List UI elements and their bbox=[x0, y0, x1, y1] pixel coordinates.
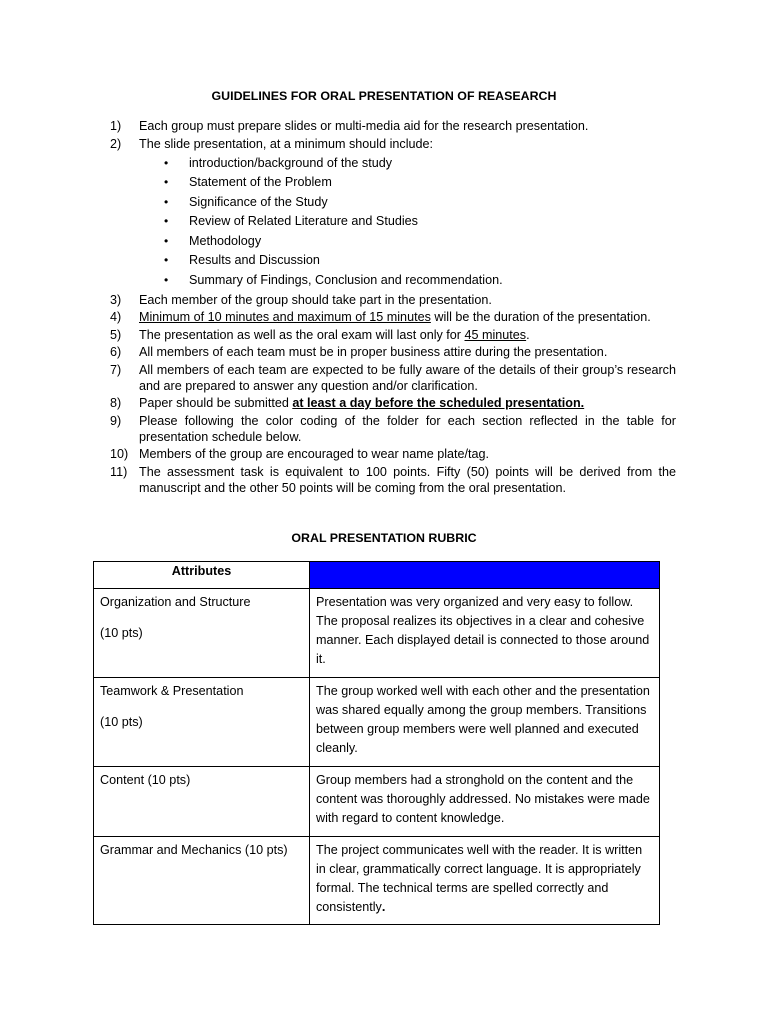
bullet-item bbox=[164, 174, 676, 190]
bullet-icon: • bbox=[164, 175, 169, 190]
guideline-text: Each member of the group should take part in the presentation. bbox=[139, 292, 492, 307]
attribute-points: (10 pts) bbox=[100, 626, 143, 640]
guideline-item bbox=[110, 446, 676, 462]
guideline-item bbox=[110, 309, 676, 325]
guideline-number: 2) bbox=[110, 136, 122, 151]
bullet-icon: • bbox=[164, 253, 169, 268]
guideline-item bbox=[110, 395, 676, 411]
guidelines-list bbox=[110, 118, 676, 497]
attribute-cell bbox=[94, 837, 310, 925]
guideline-underlined-text: Minimum of 10 minutes and maximum of 15 minutes bbox=[139, 310, 431, 325]
description-text: The project communicates well with the reader. It is written in clear, grammatically correct language. It is appropriately formal. The technical terms are spelled correctly and consistently bbox=[316, 843, 643, 914]
description-cell: Presentation was very organized and very easy to follow. The proposal realizes its objectives in a clear and cohesive manner. Each displayed detail is connected to those around it. bbox=[310, 589, 660, 678]
bullet-text: Review of Related Literature and Studies bbox=[189, 214, 418, 229]
bullet-text: Statement of the Problem bbox=[189, 175, 332, 190]
guideline-text: All members of each team are expected to be fully aware of the details of their group’s research and are prepared to answer any question and/or clarification. bbox=[139, 362, 676, 393]
guideline-item bbox=[110, 344, 676, 360]
bullet-item bbox=[164, 272, 676, 288]
guideline-number: 3) bbox=[110, 292, 122, 307]
guideline-number: 6) bbox=[110, 345, 122, 360]
attribute-name: Content (10 pts) bbox=[100, 773, 191, 787]
guideline-item bbox=[110, 292, 676, 308]
guideline-text: The slide presentation, at a minimum should include: bbox=[139, 136, 434, 151]
bullet-text: Methodology bbox=[189, 233, 262, 248]
description-end-mark: . bbox=[381, 900, 386, 914]
bullet-icon: • bbox=[164, 214, 169, 229]
slide-content-bullets bbox=[139, 155, 676, 289]
guideline-text: Members of the group are encouraged to wear name plate/tag. bbox=[139, 447, 490, 462]
guideline-item bbox=[110, 327, 676, 343]
rubric-table bbox=[93, 561, 660, 925]
guideline-number: 9) bbox=[110, 413, 122, 428]
attribute-cell bbox=[94, 589, 310, 678]
guideline-text: Paper should be submitted bbox=[139, 396, 293, 411]
bullet-text: Significance of the Study bbox=[189, 194, 328, 209]
bullet-icon: • bbox=[164, 194, 169, 209]
bullet-icon: • bbox=[164, 273, 169, 288]
guideline-underlined-text: 45 minutes bbox=[464, 327, 527, 342]
bullet-text: introduction/background of the study bbox=[189, 155, 393, 170]
rubric-row bbox=[94, 837, 660, 925]
bullet-icon: • bbox=[164, 233, 169, 248]
guideline-item bbox=[110, 136, 676, 289]
attribute-points: (10 pts) bbox=[100, 715, 143, 729]
attribute-cell bbox=[94, 678, 310, 767]
bullet-item bbox=[164, 194, 676, 210]
guideline-item bbox=[110, 362, 676, 394]
description-cell: The group worked well with each other and the presentation was shared equally among the group members. Transitions between group members were well planned and executed cleanly. bbox=[310, 678, 660, 767]
guideline-text-end: . bbox=[526, 327, 530, 342]
rubric-row bbox=[94, 589, 660, 678]
attribute-cell bbox=[94, 767, 310, 837]
guideline-number: 8) bbox=[110, 396, 122, 411]
bullet-icon: • bbox=[164, 155, 169, 170]
guideline-text: All members of each team must be in proper business attire during the presentation. bbox=[139, 345, 608, 360]
guideline-text: Please following the color coding of the folder for each section reflected in the table for presentation schedule below. bbox=[139, 413, 676, 444]
rubric-row bbox=[94, 767, 660, 837]
bullet-item bbox=[164, 155, 676, 171]
guideline-number: 4) bbox=[110, 310, 122, 325]
bullet-text: Results and Discussion bbox=[189, 253, 320, 268]
bullet-item bbox=[164, 213, 676, 229]
guideline-text: Each group must prepare slides or multi-media aid for the research presentation. bbox=[139, 119, 589, 133]
description-cell bbox=[310, 837, 660, 925]
guideline-text: will be the duration of the presentation. bbox=[430, 310, 651, 325]
description-cell: Group members had a stronghold on the content and the content was thoroughly addressed. No mistakes were made with regard to content knowledge. bbox=[310, 767, 660, 837]
rubric-row bbox=[94, 678, 660, 767]
guideline-number: 5) bbox=[110, 327, 122, 342]
guideline-item bbox=[110, 464, 676, 496]
guideline-text: The presentation as well as the oral exam will last only for bbox=[139, 327, 465, 342]
bullet-item bbox=[164, 252, 676, 268]
guideline-text: The assessment task is equivalent to 100 points. Fifty (50) points will be derived from the manuscript and the other 50 points will be coming from the oral presentation. bbox=[139, 464, 676, 495]
attribute-name: Grammar and Mechanics (10 pts) bbox=[100, 843, 288, 857]
guideline-number: 7) bbox=[110, 362, 122, 377]
attributes-header: Attributes bbox=[94, 562, 310, 589]
description-header-fill bbox=[310, 562, 660, 589]
guideline-number: 10) bbox=[110, 447, 129, 462]
attribute-name: Teamwork & Presentation bbox=[100, 684, 244, 698]
attribute-name: Organization and Structure bbox=[100, 595, 251, 609]
rubric-header-row bbox=[94, 562, 660, 589]
guideline-number: 1) bbox=[110, 119, 122, 133]
guideline-item bbox=[110, 118, 676, 134]
bullet-item bbox=[164, 233, 676, 249]
guideline-item bbox=[110, 413, 676, 445]
guideline-bold-underlined-text: at least a day before the scheduled presentation. bbox=[292, 396, 585, 411]
rubric-title: ORAL PRESENTATION RUBRIC bbox=[291, 531, 477, 545]
document-title: GUIDELINES FOR ORAL PRESENTATION OF REASEARCH bbox=[211, 89, 557, 103]
bullet-text: Summary of Findings, Conclusion and recommendation. bbox=[189, 273, 503, 288]
guideline-number: 11) bbox=[110, 464, 128, 479]
